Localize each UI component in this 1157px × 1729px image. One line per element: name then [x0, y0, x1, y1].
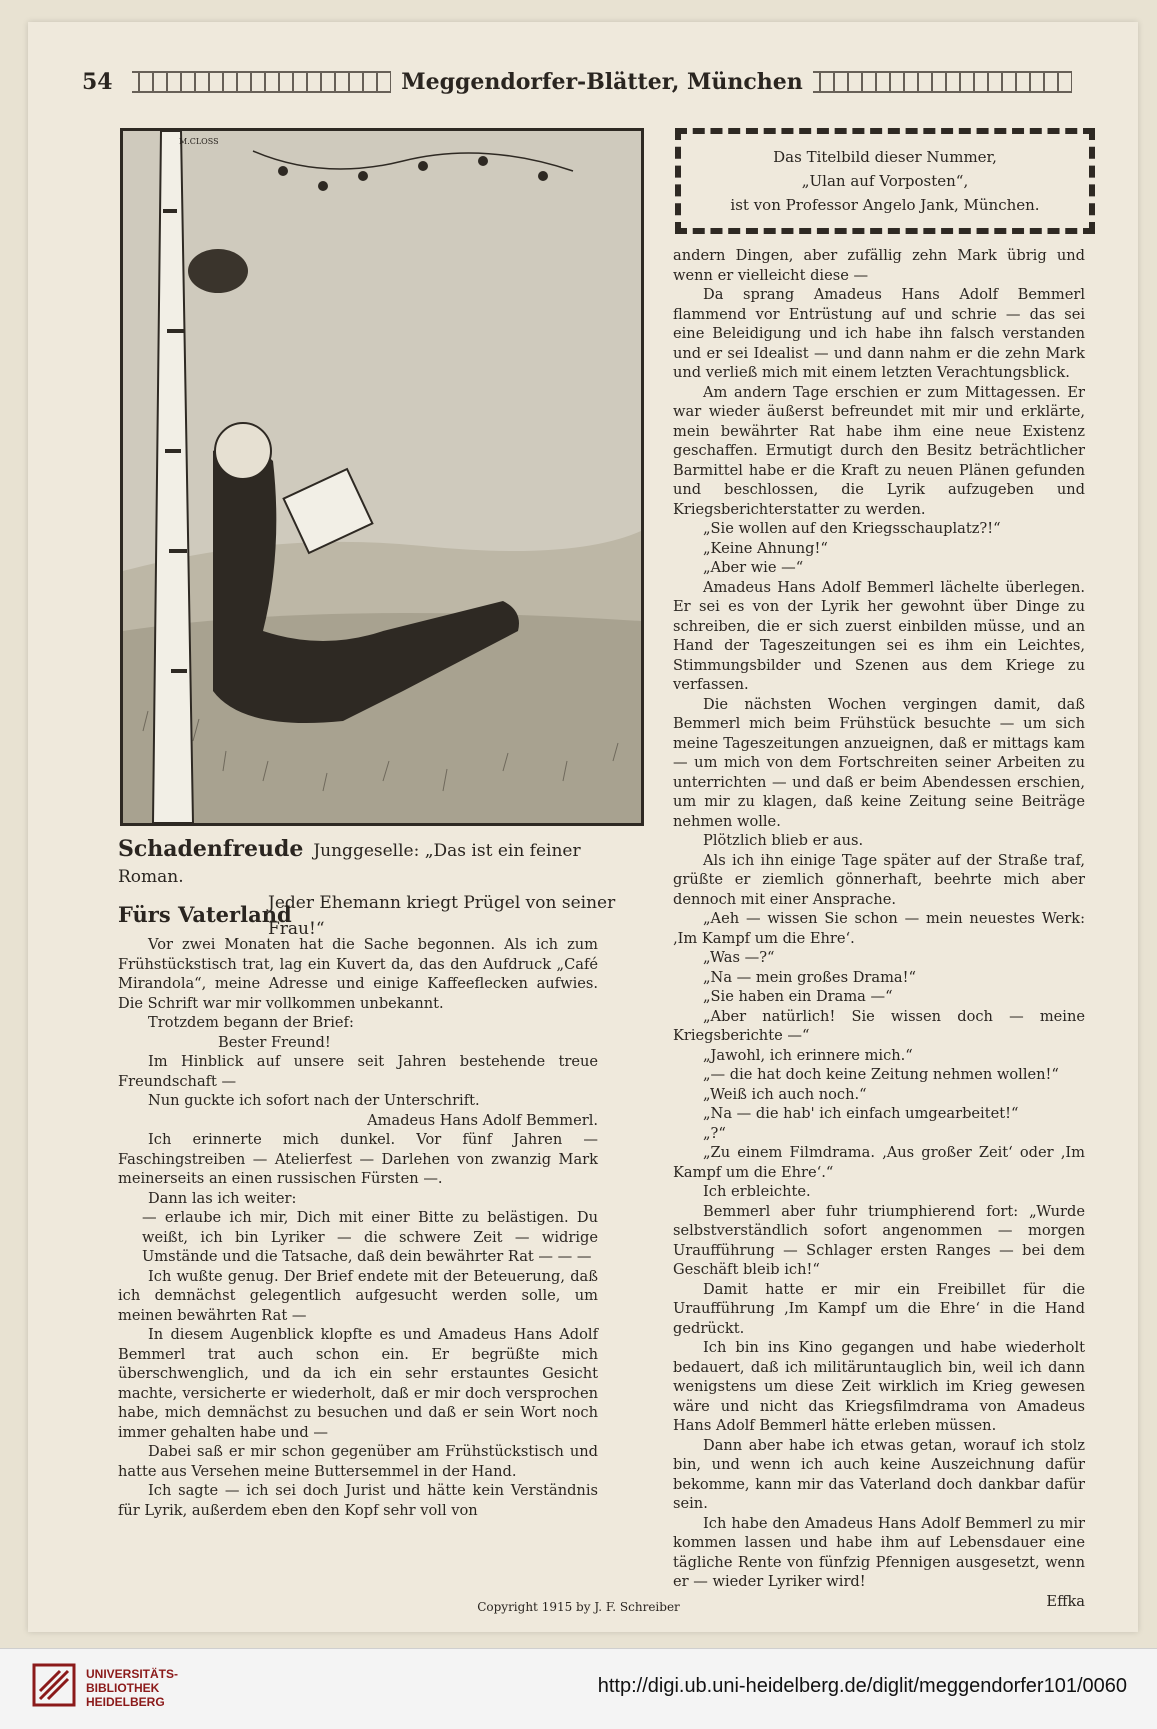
paragraph: „— die hat doch keine Zeitung nehmen wollen!“: [703, 1066, 1059, 1083]
caption-line-1: Junggeselle: „Das ist ein feiner Roman.: [118, 841, 581, 887]
paragraph: In diesem Augenblick klopfte es und Amadeus Hans Adolf Bemmerl trat auch schon ein. Er begrüßte mich überschwenglich, und da ich ein sehr erstauntes Gesicht machte, versicherte er wiederholt, daß er mir doch versprochen habe, mich demnächst zu besuchen und daß er sein Wort noch immer gehalten habe und —: [118, 1326, 598, 1441]
story-column-left: [118, 935, 598, 1520]
paragraph: Ich erinnerte mich dunkel. Vor fünf Jahren — Faschingstreiben — Atelierfest — Darlehen von zwanzig Mark meinerseits an einen russischen Fürsten —.: [118, 1131, 598, 1187]
paragraph: „Sie wollen auf den Kriegsschauplatz?!“: [703, 520, 1001, 537]
notice-line-1: Das Titelbild dieser Nummer,: [773, 148, 997, 166]
illustration-reading-man: [120, 128, 644, 826]
paragraph: — erlaube ich mir, Dich mit einer Bitte zu belästigen. Du weißt, ich bin Lyriker — die schwere Zeit — widrige Umstände und die Tatsache, daß dein bewährter Rat — — —: [142, 1209, 598, 1265]
illustration-drawing: [123, 131, 641, 823]
paragraph: Plötzlich blieb er aus.: [703, 832, 864, 849]
library-name[interactable]: UNIVERSITÄTS- BIBLIOTHEK HEIDELBERG: [86, 1667, 179, 1709]
paragraph: Ich habe den Amadeus Hans Adolf Bemmerl zu mir kommen lassen und habe ihm auf Lebensdauer eine tägliche Rente von fünfzig Pfennigen ausgesetzt, wenn er — wieder Lyriker wird!: [673, 1514, 1085, 1590]
paragraph: Ich wußte genug. Der Brief endete mit der Beteuerung, daß ich demnächst gelegentlich aufgesucht werden solle, um meinen bewährten Rat —: [118, 1267, 598, 1324]
paragraph: Nun guckte ich sofort nach der Unterschrift.: [148, 1092, 480, 1109]
paragraph: Als ich ihn einige Tage später auf der Straße traf, grüßte er ziemlich gönnerhaft, beehrte mich aber dennoch mit einer Ansprache.: [673, 851, 1085, 908]
paragraph: „Jawohl, ich erinnere mich.“: [703, 1046, 913, 1064]
paragraph: Amadeus Hans Adolf Bemmerl lächelte überlegen. Er sei es von der Lyrik her gewohnt über Dinge zu schreiben, die er sich zuerst einbilden müsse, und an Hand der Tageszeitungen sei es ihm ein Leichtes, Stimmungsbilder und Szenen aus dem Kriege zu verfassen.: [673, 578, 1085, 693]
paragraph: „Keine Ahnung!“: [703, 539, 828, 557]
paragraph: „Na — die hab' ich einfach umgearbeitet!“: [703, 1105, 1019, 1122]
paragraph: Bester Freund!: [218, 1033, 331, 1051]
paragraph: Vor zwei Monaten hat die Sache begonnen. Als ich zum Frühstückstisch trat, lag ein Kuvert da, das den Aufdruck „Café Mirandola“, meine Adresse und einige Kaffeeflecken aufwies. Die Schrift war mir vollkommen unbekannt.: [118, 936, 598, 1012]
paragraph: Die nächsten Wochen vergingen damit, daß Bemmerl mich beim Frühstück besuchte — um sich meine Tageszeitungen anzueignen, daß er mittags kam — um mich von dem Fortschreiten seiner Arbeiten zu unterrichten — und daß er beim Abendessen erschien, um mir zu klagen, daß keine Zeitung seine Beiträge nehmen wolle.: [673, 695, 1085, 830]
paragraph: Ich sagte — ich sei doch Jurist und hätte kein Verständnis für Lyrik, außerdem eben den Kopf sehr voll von: [118, 1482, 598, 1519]
paragraph: Ich erbleichte.: [703, 1183, 811, 1200]
paragraph: Bemmerl aber fuhr triumphierend fort: „Wurde selbstverständlich sofort angenommen — morgen Uraufführung — Schlager ersten Ranges — bei dem Geschäft bleib ich!“: [673, 1202, 1085, 1278]
paragraph: „Aeh — wissen Sie schon — mein neuestes Werk: ‚Im Kampf um die Ehre‘.: [673, 910, 1085, 947]
story-title: Fürs Vaterland: [118, 902, 292, 927]
paragraph: „Aber wie —“: [703, 559, 804, 576]
notice-line-3: ist von Professor Angelo Jank, München.: [730, 196, 1040, 214]
paragraph: Amadeus Hans Adolf Bemmerl.: [367, 1111, 598, 1129]
paragraph: Dann las ich weiter:: [148, 1189, 297, 1207]
page-number: 54: [82, 69, 113, 95]
paragraph: „Weiß ich auch noch.“: [703, 1085, 867, 1103]
caption-lead: Schadenfreude: [118, 836, 304, 862]
paragraph: Ich bin ins Kino gegangen und habe wiederholt bedauert, daß ich militäruntauglich bin, weil ich dann wenigstens um diese Zeit wirklich im Krieg gewesen wäre und nicht das Kriegsfilmdrama von Amadeus Hans Adolf Bemmerl hätte erleben müssen.: [673, 1339, 1085, 1434]
paragraph: „Was —?“: [703, 949, 775, 966]
university-library-logo-icon[interactable]: [30, 1661, 78, 1709]
page-header: [82, 62, 1082, 102]
paragraph: „Na — mein großes Drama!“: [703, 968, 916, 986]
paragraph: Damit hatte er mir ein Freibillet für die Uraufführung ‚Im Kampf um die Ehre‘ in die Hand gedrückt.: [673, 1280, 1085, 1337]
paragraph: Trotzdem begann der Brief:: [148, 1014, 354, 1031]
author-signature: Effka: [1046, 1592, 1085, 1610]
paragraph: Dann aber habe ich etwas getan, worauf ich stolz bin, und wenn ich auch keine Auszeichnung dafür bekomme, kann mir das Vaterland doch dankbar dafür sein.: [673, 1436, 1085, 1512]
paragraph: „Sie haben ein Drama —“: [703, 988, 893, 1005]
paragraph: Dabei saß er mir schon gegenüber am Frühstückstisch und hatte aus Versehen meine Buttersemmel in der Hand.: [118, 1443, 598, 1480]
ornament-right: [813, 71, 1072, 93]
magazine-title: Meggendorfer-Blätter, München: [401, 69, 803, 95]
paragraph: Im Hinblick auf unsere seit Jahren bestehende treue Freundschaft —: [118, 1053, 598, 1090]
title-image-notice: [675, 128, 1095, 234]
story-column-right: [673, 246, 1085, 1611]
artist-signature: M.CLOSS: [179, 137, 219, 146]
caption-line-2: Jeder Ehemann kriegt Prügel von seiner Frau!“: [268, 893, 616, 939]
paragraph: „Aber natürlich! Sie wissen doch — meine Kriegsberichte —“: [673, 1007, 1085, 1044]
paragraph: Da sprang Amadeus Hans Adolf Bemmerl flammend vor Entrüstung auf und schrie — das sei eine Beleidigung und ich habe ihn falsch verstanden und er sei Idealist — und dann nahm er die zehn Mark und verließ mich mit einem letzten Verachtungsblick.: [673, 286, 1085, 381]
paragraph: „Zu einem Filmdrama. ‚Aus großer Zeit‘ oder ‚Im Kampf um die Ehre‘.“: [673, 1144, 1085, 1181]
source-url-link[interactable]: http://digi.ub.uni-heidelberg.de/diglit/meggendorfer101/0060: [597, 1675, 1127, 1697]
notice-line-2: „Ulan auf Vorposten“,: [801, 172, 969, 190]
paragraph: andern Dingen, aber zufällig zehn Mark übrig und wenn er vielleicht diese —: [673, 247, 1085, 284]
paragraph: „?“: [703, 1124, 726, 1142]
copyright-line: Copyright 1915 by J. F. Schreiber: [477, 1600, 680, 1614]
viewer-footer-bar: [0, 1648, 1157, 1729]
ornament-left: [132, 71, 391, 93]
paragraph: Am andern Tage erschien er zum Mittagessen. Er war wieder äußerst befreundet mit mir und erklärte, mein bewährter Rat habe ihm eine neue Existenz geschaffen. Ermutigt durch den Besitz beträchtlicher Barmittel habe er die Kraft zu neuen Plänen gefunden und beschlossen, die Lyrik aufzugeben und Kriegsberichterstatter zu werden.: [673, 383, 1085, 518]
